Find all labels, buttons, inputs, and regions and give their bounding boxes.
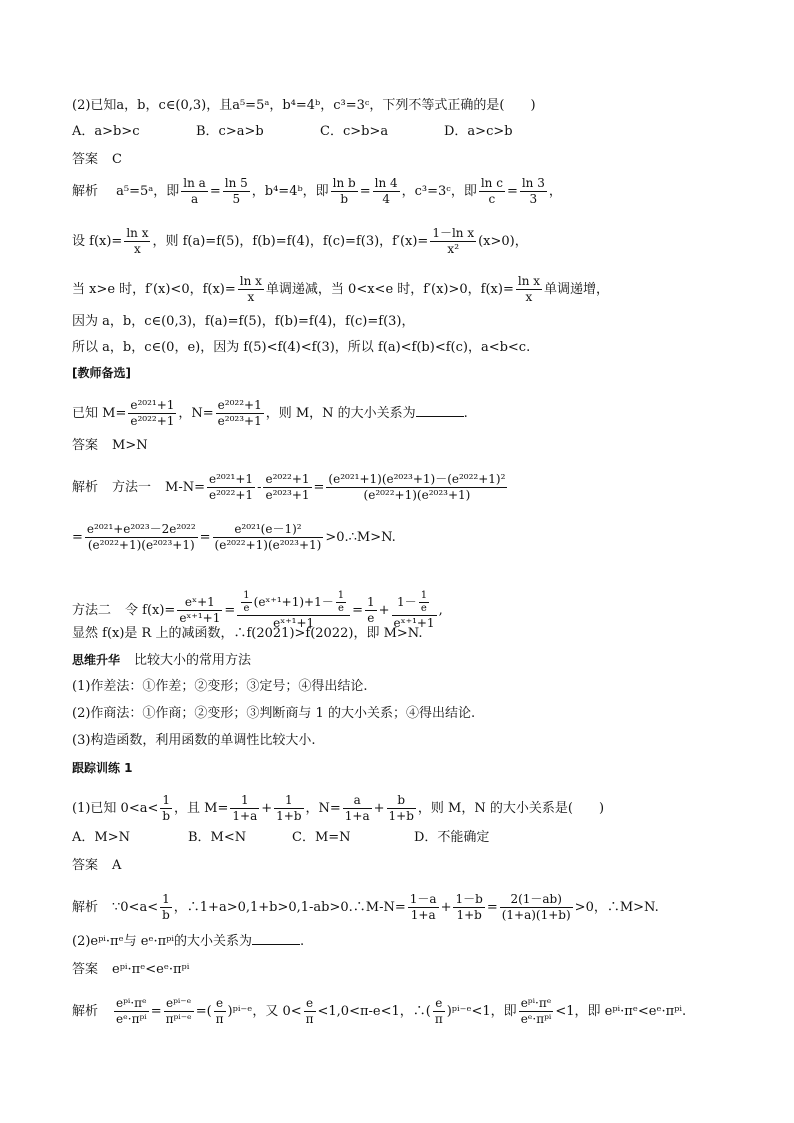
fraction-n: $\frac{\text{e²⁰²²+1}}{\text{e²⁰²³+1}}$	[217, 398, 262, 428]
fraction: $\frac{1}{1+a}$	[232, 793, 258, 823]
text: =	[359, 184, 371, 199]
option-b: B．c>a>b	[196, 124, 264, 139]
text: )ᵖⁱ⁻ᵉ<1，即	[446, 1004, 517, 1019]
text: =	[313, 480, 325, 495]
text: ，c³=3ᶜ，即	[401, 184, 477, 199]
question-2-options	[72, 122, 774, 142]
text: +	[378, 603, 390, 618]
text: 单调递减，当 0<x<e 时，f′(x)>0，f(x)=	[265, 282, 514, 297]
analysis-line-3	[72, 274, 774, 305]
fraction: $\frac{e}{\pi}$	[434, 996, 443, 1026]
fraction: $\frac{1}{1+b}$	[276, 793, 302, 823]
text: 令 f(x)=	[125, 603, 176, 618]
text: ∵0<a<	[112, 900, 159, 915]
text: <1，即 eᵖⁱ·πᵉ<eᵉ·πᵖⁱ.	[555, 1004, 687, 1019]
fraction: $\frac{a}{1+a}$	[344, 793, 370, 823]
analysis-label: 解析	[72, 900, 99, 915]
compound-fraction: $\frac{1}{e}$ (eˣ⁺¹+1)+1－ $\frac{1}{e}$ eˣ⁺¹+1	[237, 590, 350, 631]
text: ，则 f(a)=f(5)，f(b)=f(4)，f(c)=f(3)，f′(x)=	[152, 234, 429, 249]
text: +	[373, 801, 385, 816]
teacher-question	[72, 398, 774, 429]
answer-label: 答案	[72, 152, 99, 167]
answer-blank	[252, 934, 300, 945]
fraction-m: $\frac{\text{e²⁰²¹+1}}{\text{e²⁰²²+1}}$	[130, 398, 175, 428]
text: <1,0<π-e<1，∴(	[317, 1004, 431, 1019]
text: =	[209, 184, 221, 199]
text: =	[486, 900, 498, 915]
text: ，b⁴=4ᵇ，即	[251, 184, 329, 199]
text: ，且 M=	[174, 801, 229, 816]
fraction: $\frac{1-a}{1+a}$	[409, 892, 437, 922]
option-a: A．M>N	[72, 830, 130, 845]
text: +	[261, 801, 273, 816]
fraction: $\frac{\text{ln c}}{c}$	[480, 176, 503, 206]
track-q1-stem	[72, 793, 774, 824]
fraction: $\frac{\text{ln x}}{x}$	[239, 274, 262, 304]
track-q2-stem	[72, 932, 774, 952]
option-b: B．M<N	[188, 830, 247, 845]
answer-label: 答案	[72, 858, 99, 873]
text: =	[506, 184, 518, 199]
fraction: $\frac{\text{e²⁰²¹(e－1)²}}{\text{(e²⁰²²+1)(e²⁰²³+1)}}$	[214, 522, 322, 552]
fraction: $\frac{\ln 4}{4}$	[374, 176, 398, 206]
fraction: $\frac{\text{eᵖⁱ·πᵉ}}{\text{eᵉ·πᵖⁱ}}$	[116, 996, 147, 1026]
fraction: $\frac{1}{e}$	[243, 590, 250, 614]
fraction: $\frac{\text{eᵖⁱ⁻ᵉ}}{\text{πᵖⁱ⁻ᵉ}}$	[165, 996, 192, 1026]
summary-item-3: (3)构造函数，利用函数的单调性比较大小.	[72, 733, 316, 748]
fraction: $\frac{e}{\pi}$	[215, 996, 224, 1026]
analysis-label: 解析	[72, 1004, 99, 1019]
fraction: $\frac{\text{(e²⁰²¹+1)(e²⁰²³+1)－(e²⁰²²+1)²}}{\text{(e²⁰²²+1)(e²⁰²³+1)}}$	[328, 472, 506, 502]
fraction: $\frac{\text{ln x}}{x}$	[126, 226, 149, 256]
analysis-label: 解析	[72, 184, 99, 199]
option-a: A．a>b>c	[72, 124, 140, 139]
answer-blank	[416, 406, 464, 417]
teacher-method-1-cont: = $\frac{\text{e²⁰²¹+e²⁰²³－2e²⁰²²}}{\text{(e²⁰²²+1)(e²⁰²³+1)}}$ = $\frac{\text{e²⁰²¹(e－1)²}}{\text{(e²⁰²²+1)(e²⁰²³+1)}}$ >0.∴M>N.	[72, 522, 396, 552]
answer-value: A	[112, 858, 122, 873]
fraction: $\frac{1}{e}$	[367, 595, 375, 625]
text: M-N=	[165, 480, 206, 495]
fraction: $\frac{e}{\pi}$	[305, 996, 314, 1026]
analysis-line-2	[72, 226, 774, 257]
analysis-label: 解析	[72, 480, 99, 495]
analysis-line-5: 所以 a，b，c∈(0，e)，因为 f(5)<f(4)<f(3)，所以 f(a)<f(b)<f(c)，a<b<c.	[72, 340, 531, 355]
compound-fraction: 1－ $\frac{1}{e}$ eˣ⁺¹+1	[393, 590, 435, 630]
summary-item-1: (1)作差法：①作差；②变形；③定号；④得出结论.	[72, 679, 368, 694]
track-title: 跟踪训练 1	[72, 761, 133, 775]
text: 单调递增，	[544, 282, 610, 297]
summary-title: 思维升华	[72, 653, 121, 667]
text: ，∴1+a>0,1+b>0,1-ab>0.∴M-N=	[173, 900, 406, 915]
teacher-method-1	[72, 472, 774, 503]
text: a⁵=5ᵃ，即	[116, 184, 180, 199]
method-label: 方法一	[112, 480, 152, 495]
fraction: $\frac{1}{b}$	[162, 892, 170, 922]
answer-label: 答案	[72, 962, 99, 977]
track-q1-analysis	[72, 892, 774, 923]
text: (x>0)，	[478, 234, 528, 249]
fraction: $\frac{\ln 3}{3}$	[521, 176, 545, 206]
fraction: $\frac{\text{e²⁰²¹+e²⁰²³－2e²⁰²²}}{\text{(e²⁰²²+1)(e²⁰²³+1)}}$	[86, 522, 196, 552]
option-c: C．c>b>a	[320, 124, 389, 139]
track-q2-answer	[72, 960, 774, 980]
text: ，	[548, 184, 562, 199]
summary-item-2: (2)作商法：①作商；②变形；③判断商与 1 的大小关系；④得出结论.	[72, 706, 476, 721]
text: 当 x>e 时，f′(x)<0，f(x)=	[72, 282, 236, 297]
text: .	[463, 406, 468, 421]
text: ，则 M，N 的大小关系为	[265, 406, 416, 421]
option-d: D．不能确定	[414, 830, 490, 845]
text: (1)已知 0<a<	[72, 801, 159, 816]
question-2-stem: (2)已知a，b，c∈(0,3)，且a⁵=5ᵃ，b⁴=4ᵇ，c³=3ᶜ，下列不等式正确的是( )	[72, 98, 536, 113]
track-q1-options	[72, 828, 774, 848]
fraction: $\frac{\text{e²⁰²¹+1}}{\text{e²⁰²²+1}}$	[209, 472, 254, 502]
fraction: $\frac{2(1-ab)}{(1+a)(1+b)}$	[501, 892, 571, 922]
text: >0，∴M>N.	[574, 900, 659, 915]
summary-header	[72, 650, 774, 671]
fraction: $\frac{1}{b}$	[162, 793, 171, 823]
answer-value: C	[112, 152, 122, 167]
text: =(	[195, 1004, 212, 1019]
teacher-section-title: [教师备选]	[72, 366, 131, 380]
fraction: $\frac{1}{e}$	[337, 590, 345, 614]
fraction: $\frac{\text{e²⁰²²+1}}{\text{e²⁰²³+1}}$	[265, 472, 310, 502]
text: -	[257, 480, 262, 495]
option-d: D．a>c>b	[444, 124, 513, 139]
method-label: 方法二	[72, 603, 112, 618]
teacher-conclusion: 显然 f(x)是 R 上的减函数，∴f(2021)>f(2022)，即 M>N.	[72, 626, 423, 641]
answer-line	[72, 150, 774, 170]
text: )ᵖⁱ⁻ᵉ，又 0<	[227, 1004, 302, 1019]
text: >0.∴M>N.	[325, 530, 396, 545]
teacher-method-2: 方法二 令 f(x)= $\frac{\text{eˣ+1}}{\text{eˣ⁺¹+1}}$ = $\frac{1}{e}$ (eˣ⁺¹+1)+1－ $\frac{1}{e}$ eˣ⁺¹+1 = $\frac{1}{e}$ + 1－ $\frac{1}{e}$ eˣ⁺¹+1 ,	[72, 590, 443, 630]
fraction: $\frac{\text{eˣ+1}}{\text{eˣ⁺¹+1}}$	[179, 595, 221, 625]
fraction: $\frac{b}{1+b}$	[388, 793, 414, 823]
fraction: $\frac{1-b}{1+b}$	[455, 892, 483, 922]
summary-subtitle: 比较大小的常用方法	[134, 653, 252, 668]
fraction: $\frac{\text{ln a}}{a}$	[183, 176, 206, 206]
text: (2)eᵖⁱ·πᵉ与 eᵉ·πᵖⁱ的大小关系为	[72, 934, 252, 949]
fraction: $\frac{\text{ln x}}{x}$	[517, 274, 541, 304]
fraction: $\frac{\ln 5}{5}$	[224, 176, 248, 206]
answer-value: M>N	[112, 438, 148, 453]
fraction: $\frac{\text{1－ln x}}{\text{x²}}$	[432, 226, 475, 256]
track-q2-analysis	[72, 996, 774, 1027]
option-c: C．M=N	[292, 830, 351, 845]
text: =	[150, 1004, 162, 1019]
teacher-answer	[72, 436, 774, 456]
text: ,	[438, 603, 443, 618]
text: .	[299, 934, 305, 949]
fraction: $\frac{\text{ln b}}{b}$	[332, 176, 356, 206]
text: ，N=	[305, 801, 341, 816]
fraction: $\frac{1}{e}$	[420, 590, 428, 614]
text: 设 f(x)=	[72, 234, 123, 249]
text: 已知 M=	[72, 406, 127, 421]
analysis-line-4: 因为 a，b，c∈(0,3)，f(a)=f(5)，f(b)=f(4)，f(c)=f(3)，	[72, 314, 415, 329]
track-q1-answer	[72, 856, 774, 876]
text: ，则 M，N 的大小关系是( )	[417, 801, 605, 816]
answer-label: 答案	[72, 438, 99, 453]
answer-value: eᵖⁱ·πᵉ<eᵉ·πᵖⁱ	[112, 962, 190, 977]
analysis-line-1	[72, 176, 774, 207]
text: ，N=	[178, 406, 214, 421]
fraction: $\frac{\text{eᵖⁱ·πᵉ}}{\text{eᵉ·πᵖⁱ}}$	[520, 996, 552, 1026]
text: +	[440, 900, 452, 915]
